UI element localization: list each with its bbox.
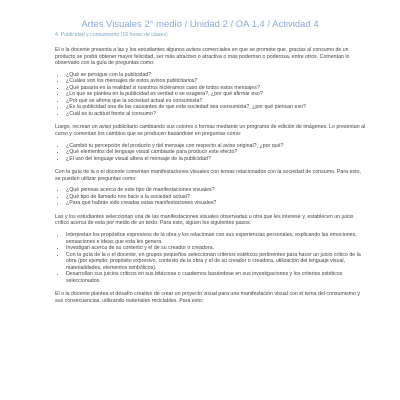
list-item: • ¿Qué se persigue con la publicidad? <box>66 72 366 79</box>
question-list-3 <box>55 187 366 207</box>
section-title: 4. Publicidad y consumismo (10 horas de clases) <box>55 32 168 38</box>
recreate-ad-paragraph: Luego, recrean un aviso publicitario cambiando sus colores o formas mediante un programa de edición de imágenes. Lo presentan al curso y comentan los cambios que se producen basándose en preguntas como: <box>55 124 366 138</box>
list-item: • ¿Cuál es tu actitud frente al consumo? <box>66 111 366 118</box>
list-item: • ¿Cambió tu percepción del producto y del mensaje con respecto al aviso original?, ¿por qué? <box>66 143 366 150</box>
list-item: • Interpretan los propósitos expresivos de la obra y los relacionan con sus experiencias personales, explicando las emociones, sensaciones e ideas que esta les genera. <box>66 232 366 245</box>
list-item: • ¿Qué pasaría en la realidad si nosotros hiciéramos caso de todos estos mensajes? <box>66 85 366 92</box>
list-item: • ¿Qué tipo de llamado nos hace a la sociedad actual? <box>66 194 366 201</box>
document-header-title: Artes Visuales 2° medio / Unidad 2 / OA 1,4 / Actividad 4 <box>81 18 319 29</box>
question-list-2 <box>55 143 366 163</box>
list-item: • ¿Por qué se afirma que la sociedad actual es consumista? <box>66 98 366 105</box>
list-item: • ¿Qué piensas acerca de este tipo de manifestaciones visuales? <box>66 187 366 194</box>
list-item: • ¿Es la publicidad una de las causantes de que esta sociedad sea consumista?, ¿por qué piensan eso? <box>66 104 366 111</box>
document-body <box>55 47 366 310</box>
list-item: • ¿Lo que se plantea en la publicidad es verdad o se exagera?, ¿por qué afirmar eso? <box>66 91 366 98</box>
creative-challenge-paragraph: El o la docente plantea el desafío creativo de crear un proyecto visual para una manifestación visual con el tema del consumismo y sus consecuencias, utilizando materiales reciclables. Para esto: <box>55 291 360 304</box>
consumer-society-paragraph: Con la guía de la o el docente comentan manifestaciones visuales con temas relacionados con la sociedad de consumo. Para esto, se pueden utilizar preguntas como: <box>55 169 361 182</box>
list-item: • ¿Para qué habrán sido creadas estas manifestaciones visuales? <box>66 200 366 207</box>
list-item: • Con la guía de la o el docente, en grupos pequeños seleccionan criterios estéticos pertinentes para hacer un juicio crítico de la obra (por ejemplo: propósito expresivo, contexto de la obra y el de su creador o creadora, utilización del lenguaje visual, materialidades, elementos simbólicos). <box>66 252 366 272</box>
question-list-1 <box>55 72 366 118</box>
list-item: • Desarrollan sus juicios críticos en sus bitácoras o cuadernos basándose en sus investigaciones y los criterios estéticos seleccionados. <box>66 271 366 284</box>
critical-judgment-paragraph: Las y los estudiantes seleccionan una de las manifestaciones visuales observadas u otra que les interese y, establecen un juicio crítico acerca de esta por medio de un texto. Para esto, siguen los siguientes pasos: <box>55 213 354 227</box>
list-item: • ¿El uso del lenguaje visual altera el mensaje de la publicidad? <box>66 156 366 163</box>
steps-list <box>55 232 366 284</box>
list-item: • ¿Cuáles son los mensajes de estos avisos publicitarios? <box>66 78 366 85</box>
list-item: • Investigan acerca de su contexto y el de su creador o creadora. <box>66 245 366 252</box>
intro-paragraph: El o la docente presenta a las y los estudiantes algunos avisos comerciales en que se promete que, gracias al consumo de un producto se podrá obtener mayor felicidad, ser más atractivo o atractiva o más poderoso o poderosa, entre otros. Comentan lo observado con la guía de preguntas como: <box>55 47 350 67</box>
list-item: • ¿Qué elementos del lenguaje visual cambiaste para producir este efecto? <box>66 149 366 156</box>
